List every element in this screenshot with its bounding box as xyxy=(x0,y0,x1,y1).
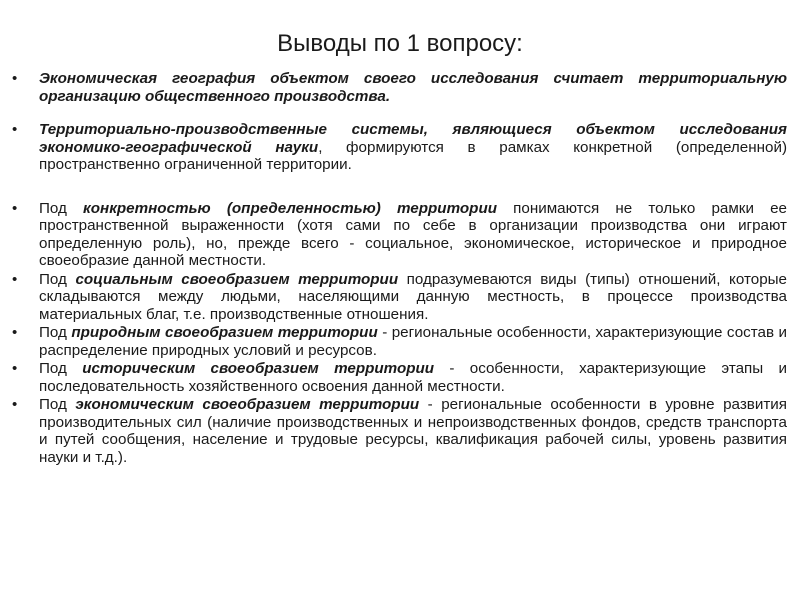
bullet-emphasis: Экономическая география объектом своего исследования считает территориальную организацию общественного производства. xyxy=(39,70,787,105)
bullet-lead: Под xyxy=(39,199,84,217)
slide-title: Выводы по 1 вопросу: xyxy=(277,30,523,57)
bullet-dot-icon: • xyxy=(12,360,18,377)
bullet-text xyxy=(39,70,787,105)
bullet-lead: Под xyxy=(39,360,83,377)
bullet-emphasis: конкретностью (определенностью) территории xyxy=(83,199,497,217)
bullet-text xyxy=(39,360,787,395)
bullet-emphasis: природным своеобразием территории xyxy=(71,324,378,341)
bullet-item xyxy=(12,271,787,324)
bullet-lead: Под xyxy=(39,270,76,288)
bullet-rest: - региональные особенности, характеризующие состав и распределение природных условий и ресурсов. xyxy=(39,324,787,359)
bullet-rest: подразумеваются виды (типы) отношений, которые складываются между людьми, населяющими данную местность, в процессе производства материальных благ, т.е. производственные отношения. xyxy=(39,270,787,323)
bullet-rest: - особенности, характеризующие этапы и последовательность хозяйственного освоения данной местности. xyxy=(39,360,787,395)
bullet-rest: - региональные особенности в уровне развития производительных сил (наличие производственных и непроизводственных фондов, средств транспорта и путей сообщения, население и трудовые ресурсы, квалификация рабочей силы, уровень развития науки и т.д.). xyxy=(39,396,788,466)
bullet-dot-icon: • xyxy=(12,70,18,87)
bullet-lead: Под xyxy=(39,324,72,341)
bullet-list xyxy=(12,70,787,466)
bullet-rest: понимаются не только рамки ее пространственной выраженности (хотя сами по себе в организации производства они играют определенную роль), но, прежде всего - социальное, экономическое, историческое и природное своеобразие данной местности. xyxy=(39,199,787,269)
bullet-dot-icon: • xyxy=(12,324,18,341)
bullet-item xyxy=(12,200,787,270)
bullet-dot-icon: • xyxy=(12,270,18,288)
bullet-lead: Под xyxy=(39,396,76,413)
bullet-text xyxy=(39,396,787,466)
bullet-text xyxy=(39,324,787,359)
bullet-text xyxy=(39,200,787,270)
bullet-item xyxy=(12,70,787,105)
bullet-item xyxy=(12,324,787,359)
bullet-dot-icon: • xyxy=(12,121,18,138)
bullet-emphasis: социальным своеобразием территории xyxy=(75,270,399,288)
bullet-emphasis: Территориально-производственные системы, являющиеся объектом исследования экономико-географической науки xyxy=(39,121,787,156)
bullet-dot-icon: • xyxy=(12,396,18,413)
bullet-text xyxy=(39,121,787,174)
bullet-emphasis: историческим своеобразием территории xyxy=(82,360,435,377)
bullet-dot-icon: • xyxy=(12,199,18,217)
bullet-text xyxy=(39,271,787,324)
bullet-emphasis: экономическим своеобразием территории xyxy=(75,396,420,413)
bullet-item xyxy=(12,396,787,466)
bullet-rest: , формируются в рамках конкретной (определенной) пространственно ограниченной территории. xyxy=(39,138,787,173)
bullet-item xyxy=(12,360,787,395)
bullet-item xyxy=(12,121,787,174)
